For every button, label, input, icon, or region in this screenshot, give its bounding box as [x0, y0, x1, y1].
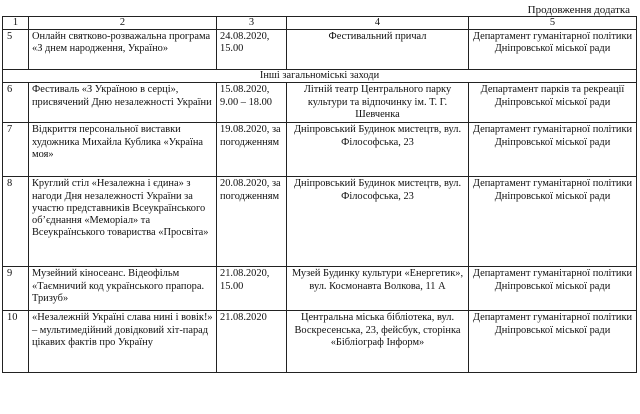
table-row [3, 267, 637, 311]
event-date: 19.08.2020, за погодженням [217, 123, 287, 177]
column-number: 1 [3, 17, 29, 30]
event-name: «Незалежній Україні слава нині і вовік!» – мультимедійний довідковий хіт-парад цікавих фактів про Україну [29, 311, 217, 373]
event-name: Онлайн святково-розважальна програма «З днем народження, Україно» [29, 30, 217, 70]
event-organizer: Департамент гуманітарної політики Дніпровської міської ради [469, 30, 637, 70]
continuation-note: Продовження додатка [527, 4, 630, 16]
event-date: 20.08.2020, за погодженням [217, 177, 287, 267]
column-number: 2 [29, 17, 217, 30]
event-place: Дніпровський Будинок мистецтв, вул. Філософська, 23 [287, 177, 469, 267]
event-date: 24.08.2020, 15.00 [217, 30, 287, 70]
event-name: Відкриття персональної виставки художника Михайла Кублика «Україна моя» [29, 123, 217, 177]
table-row [3, 123, 637, 177]
event-place: Дніпровський Будинок мистецтв, вул. Філософська, 23 [287, 123, 469, 177]
event-place: Фестивальний причал [287, 30, 469, 70]
events-table [2, 16, 637, 373]
table-row [3, 83, 637, 123]
event-date: 21.08.2020 [217, 311, 287, 373]
event-name: Круглий стіл «Незалежна і єдина» з нагоди Дня незалежності України за участю представників Всеукраїнського об’єднання «Меморіал» та Всеукраїнського товариства «Просвіта» [29, 177, 217, 267]
table-row [3, 311, 637, 373]
column-number-row [3, 17, 637, 30]
table-row [3, 30, 637, 70]
column-number: 5 [469, 17, 637, 30]
event-organizer: Департамент гуманітарної політики Дніпровської міської ради [469, 311, 637, 373]
event-place: Музей Будинку культури «Енергетик», вул. Космонавта Волкова, 11 А [287, 267, 469, 311]
event-organizer: Департамент гуманітарної політики Дніпровської міської ради [469, 123, 637, 177]
event-organizer: Департамент парків та рекреації Дніпровської міської ради [469, 83, 637, 123]
table-row [3, 177, 637, 267]
column-number: 3 [217, 17, 287, 30]
row-number: 7 [3, 123, 29, 177]
row-number: 8 [3, 177, 29, 267]
event-organizer: Департамент гуманітарної політики Дніпровської міської ради [469, 177, 637, 267]
event-place: Центральна міська бібліотека, вул. Воскресенська, 23, фейсбук, сторінка «Бібліограф Інформ» [287, 311, 469, 373]
event-name: Фестиваль «З Україною в серці», присвячений Дню незалежності України [29, 83, 217, 123]
row-number: 9 [3, 267, 29, 311]
column-number: 4 [287, 17, 469, 30]
event-date: 21.08.2020, 15.00 [217, 267, 287, 311]
row-number: 5 [3, 30, 29, 70]
row-number: 6 [3, 83, 29, 123]
event-name: Музейний кіносеанс. Відеофільм «Таємничий код українського прапора. Тризуб» [29, 267, 217, 311]
section-title: Інші загальноміські заходи [3, 70, 637, 83]
event-date: 15.08.2020, 9.00 – 18.00 [217, 83, 287, 123]
event-place: Літній театр Центрального парку культури та відпочинку ім. Т. Г. Шевченка [287, 83, 469, 123]
row-number: 10 [3, 311, 29, 373]
event-organizer: Департамент гуманітарної політики Дніпровської міської ради [469, 267, 637, 311]
section-row [3, 70, 637, 83]
